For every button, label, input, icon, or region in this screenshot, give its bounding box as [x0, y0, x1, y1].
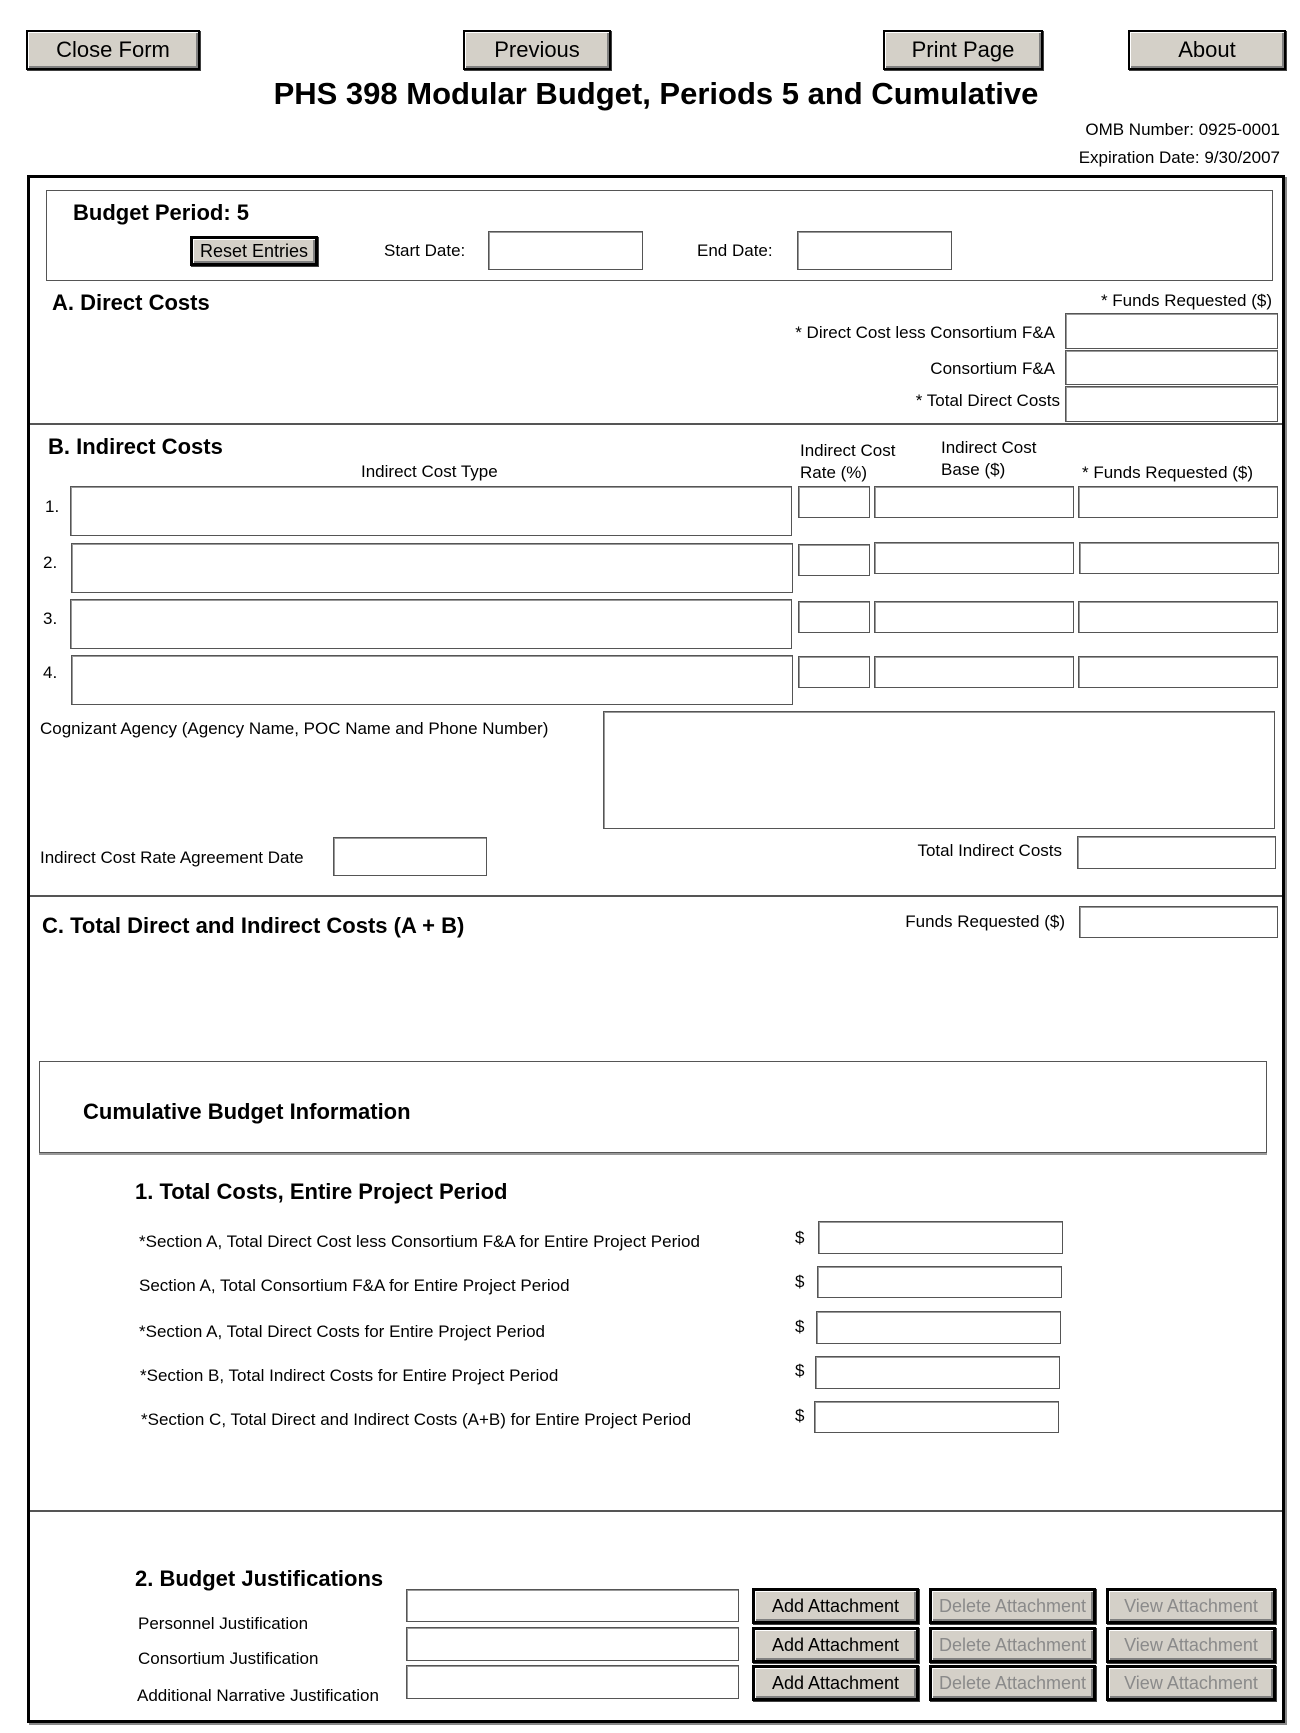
consortium-justification-label: Consortium Justification — [138, 1649, 319, 1668]
agreement-date-label: Indirect Cost Rate Agreement Date — [40, 848, 304, 867]
section1-title: 1. Total Costs, Entire Project Period — [135, 1179, 508, 1204]
cumulative-row-label: *Section C, Total Direct and Indirect Costs (A+B) for Entire Project Period — [141, 1410, 692, 1429]
personnel-add-attachment-button[interactable]: Add Attachment — [752, 1588, 919, 1624]
cumulative-title: Cumulative Budget Information — [83, 1099, 411, 1124]
col-rate-line2: Rate (%) — [800, 463, 868, 482]
indirect-cost-base-input[interactable] — [874, 542, 1074, 574]
indirect-row-number: 1. — [45, 497, 60, 516]
dollar-sign: $ — [795, 1406, 805, 1425]
indirect-funds-requested-input[interactable] — [1078, 656, 1278, 688]
cognizant-agency-label: Cognizant Agency (Agency Name, POC Name and Phone Number) — [40, 719, 549, 738]
indirect-cost-base-input[interactable] — [874, 486, 1074, 518]
indirect-row-number: 4. — [43, 663, 58, 682]
consortium-justification-file[interactable] — [406, 1627, 739, 1661]
consortium-add-attachment-button[interactable]: Add Attachment — [752, 1627, 919, 1663]
additional-narrative-file[interactable] — [406, 1665, 739, 1699]
col-base-line1: Indirect Cost — [941, 438, 1037, 457]
additional-narrative-label: Additional Narrative Justification — [137, 1686, 379, 1705]
indirect-cost-rate-input[interactable] — [798, 601, 870, 633]
print-page-button[interactable]: Print Page — [883, 30, 1043, 70]
dollar-sign: $ — [795, 1272, 805, 1291]
dollar-sign: $ — [795, 1317, 805, 1336]
indirect-cost-rate-input[interactable] — [798, 544, 870, 576]
total-costs-title: C. Total Direct and Indirect Costs (A + B) — [42, 913, 465, 938]
omb-number: OMB Number: 0925-0001 — [1085, 120, 1280, 139]
personnel-justification-file[interactable] — [406, 1589, 739, 1622]
consortium-fa-input[interactable] — [1065, 350, 1278, 385]
about-button[interactable]: About — [1128, 30, 1286, 70]
cumulative-input[interactable] — [816, 1311, 1061, 1344]
total-indirect-costs-label: Total Indirect Costs — [917, 841, 1062, 860]
col-base-line2: Base ($) — [941, 460, 1006, 479]
personnel-justification-label: Personnel Justification — [138, 1614, 309, 1633]
total-funds-input[interactable] — [1079, 906, 1278, 938]
page-title: PHS 398 Modular Budget, Periods 5 and Cumulative — [273, 76, 1039, 111]
col-indirect-cost-type: Indirect Cost Type — [361, 462, 498, 481]
previous-button[interactable]: Previous — [463, 30, 611, 70]
reset-entries-button[interactable]: Reset Entries — [190, 236, 318, 266]
indirect-costs-title: B. Indirect Costs — [48, 434, 223, 459]
indirect-cost-rate-input[interactable] — [798, 486, 870, 518]
indirect-cost-base-input[interactable] — [874, 656, 1074, 688]
consortium-delete-attachment-button[interactable]: Delete Attachment — [929, 1627, 1096, 1663]
cumulative-row-label: *Section A, Total Direct Cost less Consortium F&A for Entire Project Period — [139, 1232, 700, 1251]
indirect-cost-type-input[interactable] — [71, 655, 793, 705]
indirect-funds-requested-input[interactable] — [1079, 542, 1279, 574]
cumulative-row-label: *Section A, Total Direct Costs for Entire Project Period — [139, 1322, 545, 1341]
direct-funds-header: * Funds Requested ($) — [1100, 291, 1272, 310]
start-date-input[interactable] — [488, 231, 643, 270]
indirect-row-number: 2. — [43, 553, 58, 572]
indirect-cost-base-input[interactable] — [874, 601, 1074, 633]
cumulative-row-label: Section A, Total Consortium F&A for Entire Project Period — [139, 1276, 570, 1295]
cumulative-input[interactable] — [814, 1401, 1059, 1433]
personnel-view-attachment-button[interactable]: View Attachment — [1106, 1588, 1276, 1624]
total-indirect-costs-input[interactable] — [1077, 836, 1276, 869]
close-form-button[interactable]: Close Form — [26, 30, 200, 70]
start-date-label: Start Date: — [384, 241, 466, 260]
dollar-sign: $ — [795, 1228, 805, 1247]
consortium-fa-label: Consortium F&A — [930, 359, 1055, 378]
direct-cost-less-consortium-label: * Direct Cost less Consortium F&A — [795, 323, 1055, 342]
indirect-funds-requested-input[interactable] — [1078, 601, 1278, 633]
indirect-cost-type-input[interactable] — [70, 599, 792, 649]
cumulative-input[interactable] — [815, 1356, 1060, 1389]
end-date-label: End Date: — [697, 241, 773, 260]
indirect-cost-rate-input[interactable] — [798, 656, 870, 688]
direct-cost-less-consortium-input[interactable] — [1065, 313, 1278, 349]
additional-view-attachment-button[interactable]: View Attachment — [1106, 1665, 1276, 1701]
consortium-view-attachment-button[interactable]: View Attachment — [1106, 1627, 1276, 1663]
total-direct-costs-label: * Total Direct Costs — [915, 391, 1060, 410]
agreement-date-input[interactable] — [333, 837, 487, 876]
indirect-cost-type-input[interactable] — [70, 486, 792, 536]
col-rate-line1: Indirect Cost — [800, 441, 896, 460]
expiration-date: Expiration Date: 9/30/2007 — [1078, 148, 1280, 167]
additional-add-attachment-button[interactable]: Add Attachment — [752, 1665, 919, 1701]
cognizant-agency-textarea[interactable] — [603, 711, 1275, 829]
col-funds-requested: * Funds Requested ($) — [1082, 463, 1254, 482]
cumulative-input[interactable] — [818, 1221, 1063, 1254]
section2-title: 2. Budget Justifications — [135, 1566, 384, 1591]
personnel-delete-attachment-button[interactable]: Delete Attachment — [929, 1588, 1096, 1624]
section-divider — [30, 895, 1282, 897]
total-direct-costs-input[interactable] — [1065, 386, 1278, 422]
dollar-sign: $ — [795, 1361, 805, 1380]
section-divider — [30, 1510, 1282, 1512]
additional-delete-attachment-button[interactable]: Delete Attachment — [929, 1665, 1096, 1701]
indirect-funds-requested-input[interactable] — [1078, 486, 1278, 518]
end-date-input[interactable] — [797, 231, 952, 270]
indirect-cost-type-input[interactable] — [71, 543, 793, 593]
section-divider — [30, 423, 1282, 425]
direct-costs-title: A. Direct Costs — [52, 290, 210, 315]
cumulative-row-label: *Section B, Total Indirect Costs for Entire Project Period — [140, 1366, 559, 1385]
cumulative-input[interactable] — [817, 1266, 1062, 1298]
indirect-row-number: 3. — [43, 609, 58, 628]
total-funds-label: Funds Requested ($) — [905, 912, 1065, 931]
budget-period-label: Budget Period: 5 — [73, 200, 250, 225]
